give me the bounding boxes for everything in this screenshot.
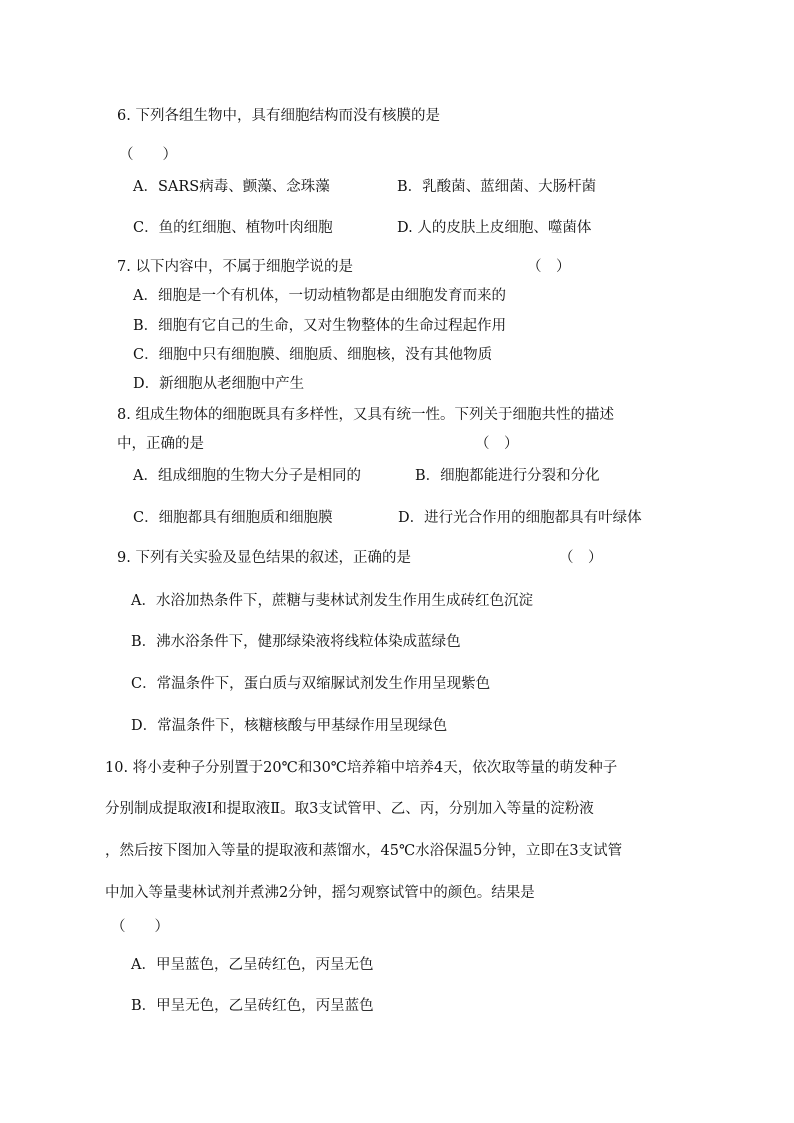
q8-stem-line1: 8. 组成生物体的细胞既具有多样性，又具有统一性。下列关于细胞共性的描述	[117, 407, 614, 423]
q7-option-a: A．细胞是一个有机体，一切动植物都是由细胞发育而来的	[133, 288, 506, 304]
q6-option-a: A．SARS病毒、颤藻、念珠藻	[133, 179, 330, 195]
q8-option-d: D．进行光合作用的细胞都具有叶绿体	[398, 510, 642, 526]
q7-answer-bracket: （ ）	[527, 259, 571, 275]
q9-option-c: C．常温条件下，蛋白质与双缩脲试剂发生作用呈现紫色	[131, 676, 491, 692]
q10-stem-line4: 中加入等量斐林试剂并煮沸2分钟，摇匀观察试管中的颜色。结果是	[105, 885, 535, 901]
q9-option-d: D．常温条件下，核糖核酸与甲基绿作用呈现绿色	[131, 718, 448, 734]
q10-option-a: A．甲呈蓝色，乙呈砖红色，丙呈无色	[131, 957, 374, 973]
q6-stem: 6. 下列各组生物中，具有细胞结构而没有核膜的是	[117, 108, 440, 124]
q7-option-c: C．细胞中只有细胞膜、细胞质、细胞核，没有其他物质	[133, 347, 493, 363]
q6-answer-bracket: （ ）	[119, 147, 177, 163]
q8-stem-line2: 中，正确的是	[117, 436, 204, 452]
q6-option-c: C．鱼的红细胞、植物叶肉细胞	[133, 220, 333, 236]
q9-option-a: A．水浴加热条件下，蔗糖与斐林试剂发生作用生成砖红色沉淀	[131, 593, 533, 609]
q8-option-b: B．细胞都能进行分裂和分化	[415, 468, 600, 484]
q8-answer-bracket: （ ）	[475, 436, 519, 452]
q7-stem: 7. 以下内容中，不属于细胞学说的是	[117, 259, 353, 275]
q7-option-d: D．新细胞从老细胞中产生	[133, 376, 305, 392]
q8-option-a: A．组成细胞的生物大分子是相同的	[133, 468, 361, 484]
q10-stem-line1: 10. 将小麦种子分别置于20℃和30℃培养箱中培养4天，依次取等量的萌发种子	[105, 760, 618, 776]
q7-option-b: B．细胞有它自己的生命，又对生物整体的生命过程起作用	[133, 318, 507, 334]
q10-stem-line2: 分别制成提取液Ⅰ和提取液Ⅱ。取3支试管甲、乙、丙，分别加入等量的淀粉液	[105, 801, 594, 817]
q6-option-d: D. 人的皮肤上皮细胞、噬菌体	[397, 220, 592, 236]
q8-option-c: C．细胞都具有细胞质和细胞膜	[133, 510, 333, 526]
q9-stem: 9. 下列有关实验及显色结果的叙述，正确的是	[117, 550, 411, 566]
q10-option-b: B．甲呈无色，乙呈砖红色，丙呈蓝色	[131, 998, 374, 1014]
q9-option-b: B．沸水浴条件下，健那绿染液将线粒体染成蓝绿色	[131, 634, 461, 650]
q10-answer-bracket: （ ）	[111, 919, 169, 935]
q10-stem-line3: ，然后按下图加入等量的提取液和蒸馏水，45℃水浴保温5分钟，立即在3支试管	[105, 843, 623, 859]
q6-option-b: B．乳酸菌、蓝细菌、大肠杆菌	[397, 179, 597, 195]
q9-answer-bracket: （ ）	[559, 550, 603, 566]
